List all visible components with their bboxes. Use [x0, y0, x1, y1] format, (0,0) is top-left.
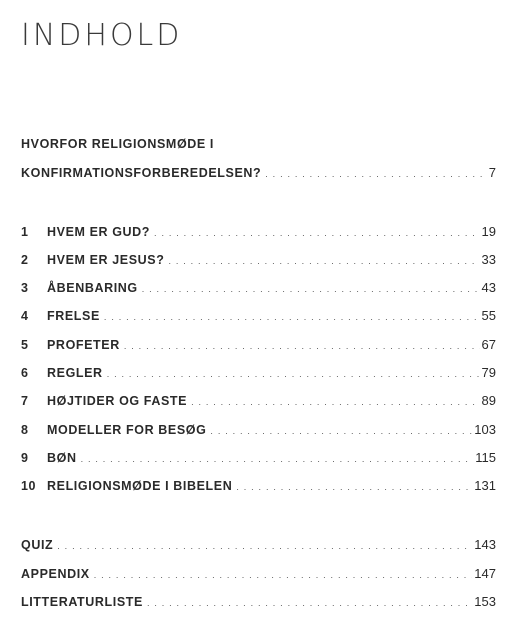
toc-entry-title: REGLER: [47, 366, 103, 380]
toc-entry-page: 89: [481, 393, 496, 408]
toc-entry-page: 115: [475, 450, 496, 465]
dot-leader: [265, 164, 486, 184]
toc-entry-chapter-8[interactable]: [21, 420, 496, 440]
toc-entry-title: MODELLER FOR BESØG: [47, 423, 207, 437]
toc-entry-chapter-4[interactable]: [21, 306, 496, 326]
dot-leader: [124, 336, 480, 356]
toc-entry-page: 103: [474, 422, 496, 437]
toc-entry-chapter-9[interactable]: [21, 448, 496, 468]
toc-entry-page: 19: [481, 224, 496, 239]
dot-leader: [168, 251, 479, 271]
chapter-number: 7: [21, 394, 29, 408]
chapter-number: 4: [21, 309, 29, 323]
dot-leader: [94, 565, 473, 585]
dot-leader: [81, 449, 474, 469]
toc-entry-chapter-1[interactable]: [21, 222, 496, 242]
toc-entry-title: BØN: [47, 451, 77, 465]
toc-entry-bibliography[interactable]: [21, 592, 496, 612]
dot-leader: [107, 364, 480, 384]
toc-entry-page: 131: [474, 478, 496, 493]
toc-entry-title: PROFETER: [47, 338, 120, 352]
toc-entry-title: HØJTIDER OG FASTE: [47, 394, 188, 408]
toc-entry-appendix[interactable]: [21, 564, 496, 584]
toc-entry-page: 79: [481, 365, 496, 380]
toc-entry-chapter-7[interactable]: [21, 391, 496, 411]
toc-entry-page: 43: [481, 280, 496, 295]
toc-entry-page: 7: [488, 165, 496, 180]
toc-entry-title: RELIGIONSMØDE I BIBELEN: [47, 479, 233, 493]
toc-entry-chapter-2[interactable]: [21, 250, 496, 270]
toc-entry-page: 55: [481, 308, 496, 323]
dot-leader: [154, 223, 479, 243]
toc-entry-title: HVEM ER JESUS?: [47, 253, 165, 267]
chapter-number: 10: [21, 479, 37, 493]
toc-entry-title: HVEM ER GUD?: [47, 225, 151, 239]
dot-leader: [191, 392, 479, 412]
toc-entry-chapter-10[interactable]: [21, 476, 496, 496]
dot-leader: [57, 536, 472, 556]
toc-entry-page: 33: [481, 252, 496, 267]
dot-leader: [142, 279, 480, 299]
toc-entry-chapter-3[interactable]: [21, 278, 496, 298]
dot-leader: [104, 307, 480, 327]
chapter-number: 9: [21, 451, 29, 465]
chapter-number: 5: [21, 338, 29, 352]
toc-entry-chapter-5[interactable]: [21, 335, 496, 355]
dot-leader: [236, 477, 472, 497]
chapter-number: 1: [21, 225, 29, 239]
intro-title-line-1: HVORFOR RELIGIONSMØDE I: [21, 137, 214, 151]
dot-leader: [210, 421, 472, 441]
toc-entry-page: 147: [474, 566, 496, 581]
toc-entry-title: APPENDIX: [21, 567, 90, 581]
toc-entry-page: 153: [474, 594, 496, 609]
toc-entry-quiz[interactable]: [21, 535, 496, 555]
toc-entry-title: ÅBENBARING: [47, 281, 138, 295]
chapter-number: 3: [21, 281, 29, 295]
dot-leader: [147, 593, 472, 613]
chapter-number: 6: [21, 366, 29, 380]
toc-entry-title: LITTERATURLISTE: [21, 595, 143, 609]
page-title: INDHOLD: [21, 18, 183, 53]
toc-entry-title: KONFIRMATIONSFORBEREDELSEN?: [21, 166, 262, 180]
toc-entry-title: FRELSE: [47, 309, 100, 323]
toc-entry-page: 143: [474, 537, 496, 552]
toc-entry-intro[interactable]: [21, 163, 496, 183]
chapter-number: 2: [21, 253, 29, 267]
chapter-number: 8: [21, 423, 29, 437]
toc-entry-page: 67: [481, 337, 496, 352]
toc-entry-chapter-6[interactable]: [21, 363, 496, 383]
toc-entry-title: QUIZ: [21, 538, 54, 552]
